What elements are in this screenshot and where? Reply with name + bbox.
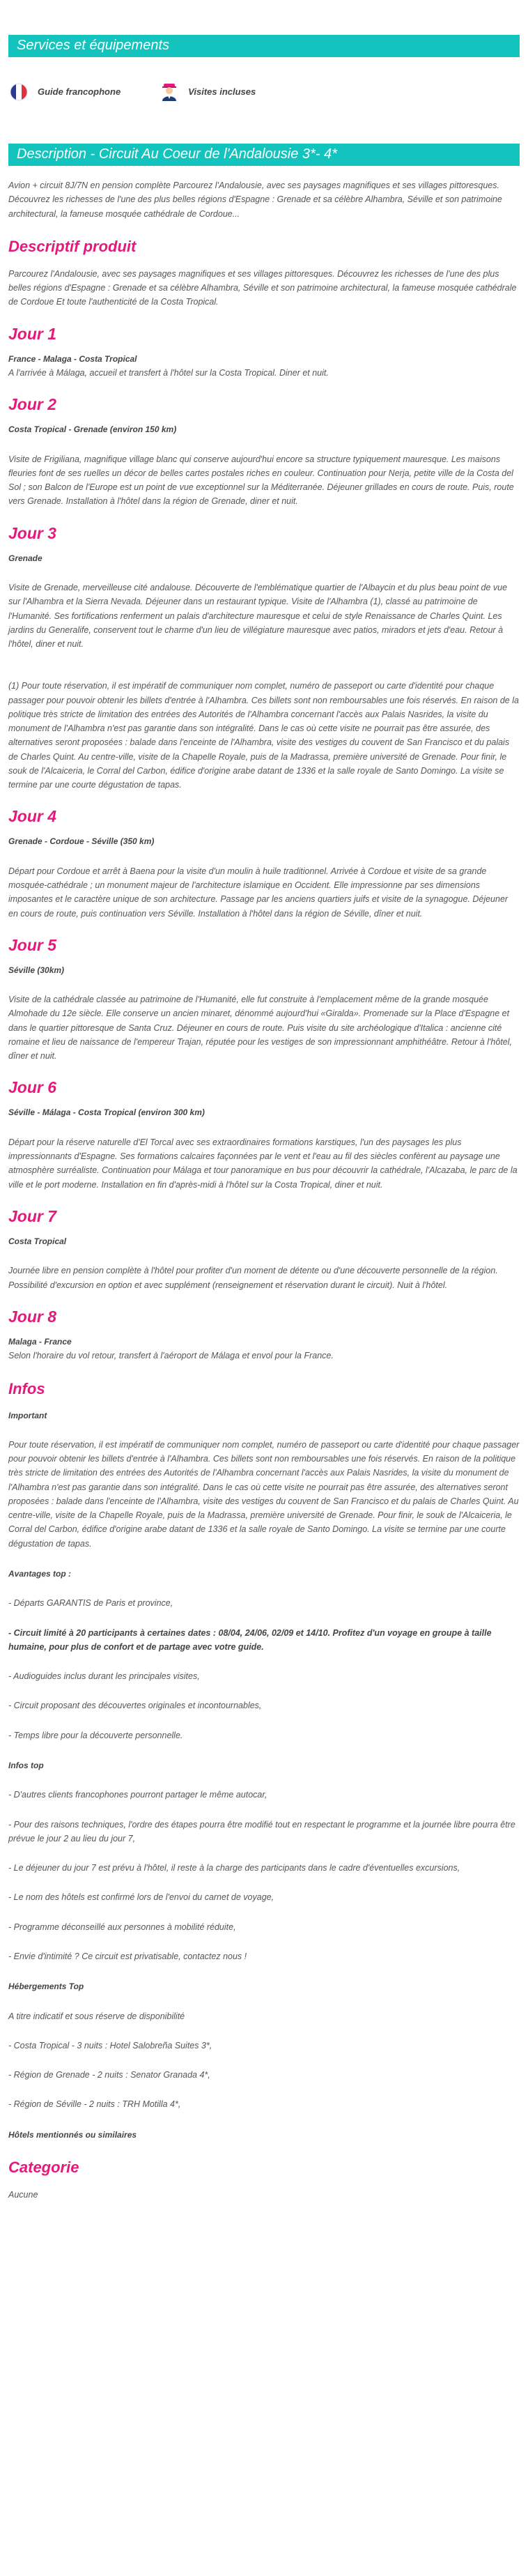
day-route: Grenade - Cordoue - Séville (350 km)	[8, 836, 155, 847]
descriptif-title: Descriptif produit	[8, 237, 137, 255]
list-item: - Départs GARANTIS de Paris et province,	[8, 1598, 173, 1609]
list-item: - Envie d'intimité ? Ce circuit est privatisable, contactez nous !	[8, 1951, 247, 1961]
day-route: Costa Tropical	[8, 1236, 67, 1246]
day-title: Jour 5	[8, 935, 57, 954]
description-title: Description - Circuit Au Coeur de l'Andalousie 3*- 4*	[17, 146, 337, 162]
list-item: - D'autres clients francophones pourront partager le même autocar,	[8, 1790, 267, 1800]
services-title: Services et équipements	[17, 38, 170, 53]
day-title: Jour 8	[8, 1307, 57, 1326]
hebergements-label: Hébergements Top	[8, 1981, 84, 1992]
list-item: - Temps libre pour la découverte personnelle.	[8, 1730, 183, 1740]
day-title: Jour 6	[8, 1078, 57, 1097]
description-intro: Avion + circuit 8J/7N en pension complète Parcourez l'Andalousie, avec ses paysages magnifiques et ses villages pittoresques. Découvrez les richesses de l'une des plus belles régions d'Espagne : Grenade et sa célèbre Alhambra, Séville et son patrimoine architectural, la fameuse mosquée cathédrale de Cordoue...	[8, 181, 502, 219]
flag-france-icon	[8, 82, 29, 102]
list-item: - Pour des raisons techniques, l'ordre des étapes pourra être modifié tout en respectant le programme et la journée libre pourra être prévue le jour 2 au lieu du jour 7,	[8, 1819, 515, 1843]
day-route: Séville (30km)	[8, 965, 65, 975]
list-item: - Costa Tropical - 3 nuits : Hotel Salobreña Suites 3*,	[8, 2040, 212, 2050]
avantages-label: Avantages top :	[8, 1568, 72, 1579]
day-route: Grenade	[8, 553, 42, 563]
list-item: - Audioguides inclus durant les principales visites,	[8, 1671, 200, 1682]
list-item: - Le nom des hôtels est confirmé lors de l'envoi du carnet de voyage,	[8, 1892, 274, 1903]
day-route: France - Malaga - Costa Tropical	[8, 353, 137, 364]
infos-title: Infos	[8, 1379, 45, 1397]
important-label: Important	[8, 1410, 47, 1420]
day-title: Jour 3	[8, 523, 57, 542]
services-header	[8, 35, 520, 57]
day-route: Séville - Málaga - Costa Tropical (environ 300 km)	[8, 1107, 205, 1118]
list-item: - Programme déconseillé aux personnes à mobilité réduite,	[8, 1922, 236, 1932]
service-label: Visites incluses	[188, 86, 256, 98]
categorie-value: Aucune	[8, 2189, 38, 2200]
categorie-title: Categorie	[8, 2158, 79, 2176]
day-text: Départ pour la réserve naturelle d'El Torcal avec ses extraordinaires formations karstiques, l'un des paysages les plus impressionnants d'Espagne. Ses formations calcaires façonnées par le vent et l'eau au fil des siècles confèrent au paysage une atmosphère surréaliste. Continuation pour Málaga et tour panoramique en bus pour découvrir la cathédrale, l'Alcazaba, le parc de la ville et le port moderne. Installation en fin d'après-midi à l'hôtel sur la Costa Tropical, diner et nuit.	[8, 1137, 518, 1190]
day-route: Costa Tropical - Grenade (environ 150 km)	[8, 424, 177, 435]
infos-top-label: Infos top	[8, 1760, 44, 1770]
day-route: Malaga - France	[8, 1336, 72, 1347]
service-label: Guide francophone	[38, 86, 121, 98]
day-text: Visite de la cathédrale classée au patrimoine de l'Humanité, elle fut construite à l'emplacement même de la grande mosquée Almohade du 12e siècle. Elle conserve un ancien minaret, dénommé aujourd'hui «Giralda». Promenade sur la Place d'Espagne et dans le quartier pittoresque de Santa Cruz. Déjeuner en cours de route. Puis visite du site archéologique d'Italica : ancienne cité romaine et lieu de naissance de l'empereur Trajan, réputée pour les vestiges de son impressionnant amphithéâtre. Retour à l'hôtel, dîner et nuit.	[8, 995, 513, 1061]
day-text: Selon l'horaire du vol retour, transfert à l'aéroport de Málaga et envol pour la France.	[8, 1351, 334, 1361]
hebergements-intro: A titre indicatif et sous réserve de disponibilité	[8, 2011, 185, 2021]
day-title: Jour 1	[8, 324, 57, 343]
description-header	[8, 144, 520, 166]
day-title: Jour 4	[8, 807, 57, 826]
day-text: Journée libre en pension complète à l'hôtel pour profiter d'un moment de détente ou d'une découverte personnelle de la région. Possibilité d'excursion en option et avec supplément (renseignement et réservation durant le circuit). Nuit à l'hôtel.	[8, 1266, 498, 1290]
list-item: - Circuit proposant des découvertes originales et incontournables,	[8, 1701, 262, 1711]
service-guide	[8, 82, 121, 102]
day-title: Jour 2	[8, 395, 57, 414]
important-text: Pour toute réservation, il est impératif de communiquer nom complet, numéro de passeport ou carte d'identité pour chaque passager pour pouvoir obtenir les billets d'entrée à l'Alhambra. Ces billets sont non remboursables une fois réservés. En raison de la politique très stricte de limitation des entrées des Autorités de l'Alhambra concernant l'accès aux Palais Nasrides, la visite du monument de l'Alhambra n'est pas garantie dans son intégralité. Dans le cas où cette visite ne pourrait pas être assurée, des alternatives seront proposées : balade dans l'enceinte de l'Alhambra, visite des vestiges du couvent de San Francisco et du palais de Charles Quint. Au centre-ville, visite de la Chapelle Royale, puis de la Madrassa, première université de Grenade. Pour finir, le souk de l'Alcaiceria, le Corral del Carbon, édifice d'origine arabe datant de 1336 et la salle royale de Santo Domingo. La visite se termine par une courte dégustation de tapas.	[8, 1439, 520, 1549]
day-note: (1) Pour toute réservation, il est impératif de communiquer nom complet, numéro de passeport ou carte d'identité pour chaque passager pour pouvoir obtenir les billets d'entrée à l'Alhambra. Ces billets sont non remboursables une fois réservés. En raison de la politique très stricte de limitation des entrées des Autorités de l'Alhambra concernant l'accès aux Palais Nasrides, la visite du monument de l'Alhambra n'est pas garantie dans son intégralité. Dans le cas où cette visite ne pourrait pas être assurée, des alternatives seront proposées : balade dans l'enceinte de l'Alhambra, visite des vestiges du couvent de San Francisco et du palais de Charles Quint. Au centre-ville, visite de la Chapelle Royale, puis de la Madrassa, première université de Grenade. Pour finir, le souk de l'Alcaiceria, le Corral del Carbon, édifice d'origine arabe datant de 1336 et la salle royale de Santo Domingo. La visite se termine par une courte dégustation de tapas.	[8, 681, 519, 790]
day-text: Visite de Grenade, merveilleuse cité andalouse. Découverte de l'emblématique quartier de l'Albaycin et du plus beau point de vue sur l'Alhambra et la Sierra Nevada. Déjeuner dans un restaurant typique. Visite de l'Alhambra (1), classé au patrimoine de l'Humanité. Ses fortifications renferment un palais d'architecture mauresque et celui de style Renaissance de Charles Quint. Les jardins du Generalife, conservent tout le charme d'un lieu de villégiature mauresque avec patios, miradors et jets d'eau. Retour à l'hôtel, diner et nuit.	[8, 583, 508, 650]
guide-person-icon	[159, 82, 180, 102]
services-list	[8, 57, 520, 113]
list-item: - Circuit limité à 20 participants à certaines dates : 08/04, 24/06, 02/09 et 14/10. Profitez d'un voyage en groupe à taille humaine, pour plus de confort et de partage avec votre guide.	[8, 1627, 492, 1652]
list-item: - Le déjeuner du jour 7 est prévu à l'hôtel, il reste à la charge des participants dans le cadre d'éventuelles excursions,	[8, 1863, 460, 1873]
descriptif-text: Parcourez l'Andalousie, avec ses paysages magnifiques et ses villages pittoresques. Découvrez les richesses de l'une des plus belles régions d'Espagne : Grenade et sa célèbre Alhambra, Séville et son patrimoine architectural, la fameuse mosquée cathédrale de Cordoue Et toute l'authenticité de la Costa Tropical.	[8, 268, 517, 307]
hotels-label: Hôtels mentionnés ou similaires	[8, 2129, 137, 2140]
list-item: - Région de Grenade - 2 nuits : Senator Granada 4*,	[8, 2070, 210, 2080]
day-text: Visite de Frigiliana, magnifique village blanc qui conserve aujourd'hui encore sa structure typiquement mauresque. Les maisons fleuries font de ses ruelles un décor de belles cartes postales riches en couleur. Continuation pour Nerja, petite ville de la Costa del Sol ; son Balcon de l'Europe est un point de vue exceptionnel sur la Méditerranée. Déjeuner grillades en cours de route. Puis, route vers Grenade. Installation à l'hôtel dans la région de Grenade, diner et nuit.	[8, 454, 514, 507]
service-visits	[159, 82, 256, 102]
day-title: Jour 7	[8, 1206, 57, 1225]
day-text: A l'arrivée à Málaga, accueil et transfert à l'hôtel sur la Costa Tropical. Diner et nuit.	[8, 367, 329, 378]
day-text: Départ pour Cordoue et arrêt à Baena pour la visite d'un moulin à huile traditionnel. Arrivée à Cordoue et visite de sa grande mosquée-cathédrale ; un monument majeur de l'architecture islamique en Occident. Elle impressionne par ses dimensions imposantes et le caractère unique de son architecture. Passage par les anciens quartiers juifs et visite de la synagogue. Déjeuner en cours de route, puis continuation vers Séville. Installation à l'hôtel dans la région de Séville, dîner et nuit.	[8, 866, 508, 919]
list-item: - Région de Séville - 2 nuits : TRH Motilla 4*,	[8, 2099, 181, 2110]
